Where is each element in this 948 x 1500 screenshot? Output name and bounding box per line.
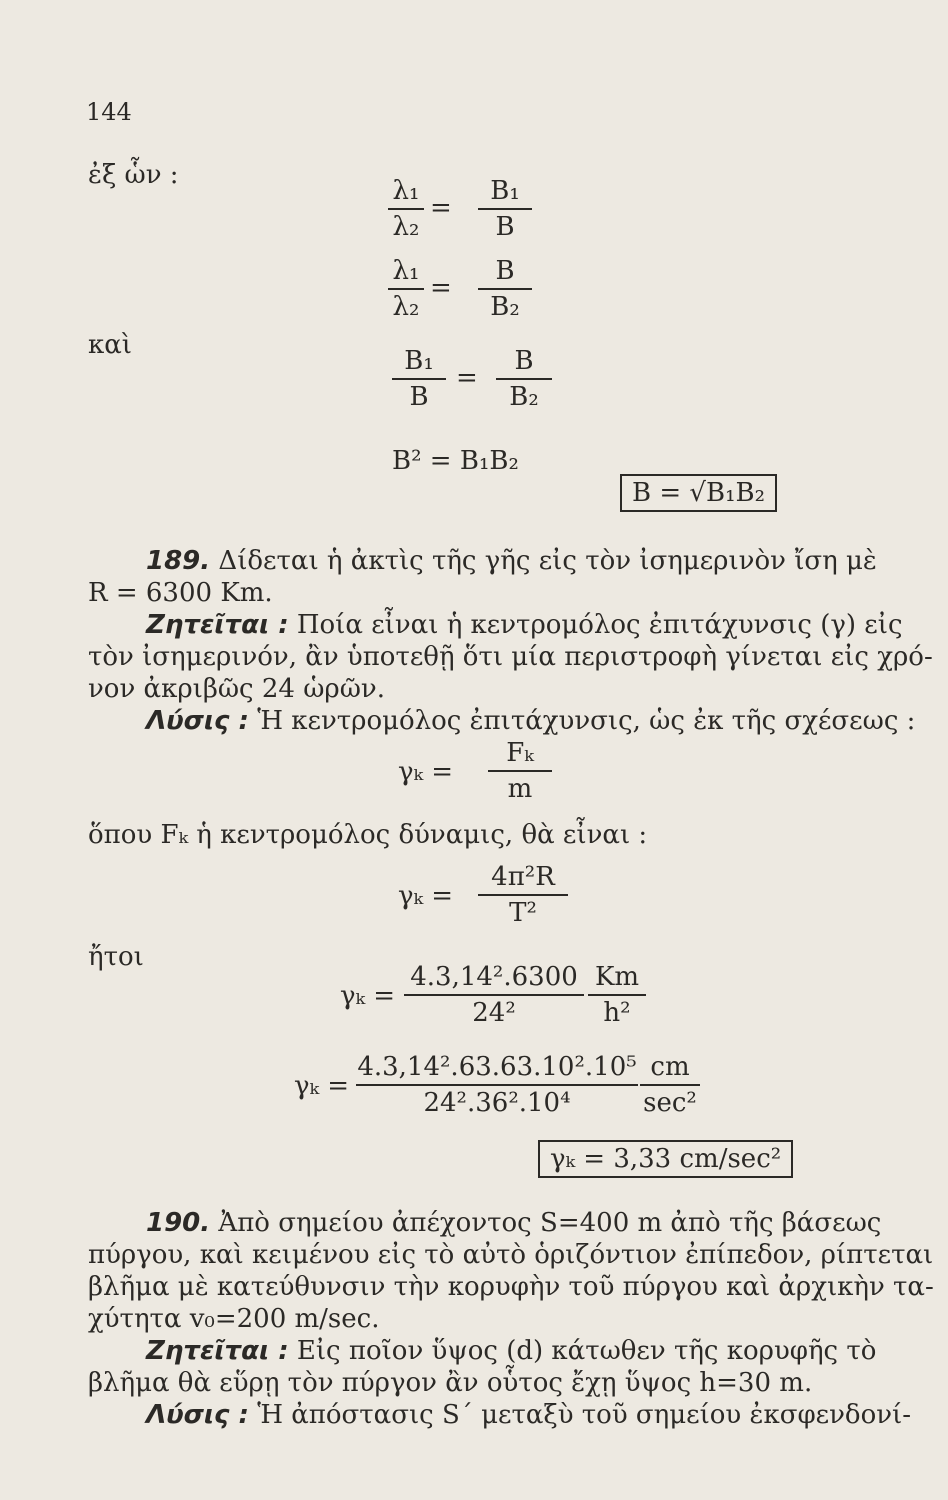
solution-label: Λύσις : (146, 1400, 249, 1430)
problem-189-line2: R = 6300 Km. (88, 578, 273, 608)
equals-sign: = (430, 273, 452, 303)
ie-text: ἤτοι (88, 942, 144, 972)
fraction-lambda-1: λ₁ λ₂ (388, 176, 424, 242)
asked-label: Ζητεῖται : (146, 1336, 289, 1366)
fraction-numeric-km: 4.3,14².6300 24² (404, 962, 584, 1028)
where-text: ὅπου Fₖ ἡ κεντρομόλος δύναμις, θὰ εἶναι : (88, 820, 648, 850)
problem-190-asked-line2: βλῆμα θὰ εὕρῃ τὸν πύργον ἂν οὗτος ἔχῃ ὕψος h=30 m. (88, 1368, 813, 1398)
fraction-force-over-mass: Fₖ m (488, 738, 552, 804)
problem-number: 190. (146, 1208, 211, 1238)
fraction-unit-km-h2: Km h² (588, 962, 646, 1028)
problem-190-line4: χύτητα v₀=200 m/sec. (88, 1304, 380, 1334)
problem-190-line3: βλῆμα μὲ κατεύθυνσιν τὴν κορυφὴν τοῦ πύργου καὶ ἀρχικὴν τα- (88, 1272, 934, 1302)
eq3-lhs: γₖ = (340, 981, 396, 1011)
problem-189-asked-line2: τὸν ἰσημερινόν, ἂν ὑποτεθῇ ὅτι μία περιστροφὴ γίνεται εἰς χρό- (88, 642, 933, 672)
equation-b-squared: B² = B₁B₂ (392, 446, 519, 476)
problem-189-solution: Λύσις : Ἡ κεντρομόλος ἐπιτάχυνσις, ὡς ἐκ τῆς σχέσεως : (146, 706, 916, 736)
lead-and-text: καὶ (88, 330, 133, 360)
problem-190-solution: Λύσις : Ἡ ἀπόστασις S΄ μεταξὺ τοῦ σημείου ἐκσφενδονί- (146, 1400, 912, 1430)
asked-label: Ζητεῖται : (146, 610, 289, 640)
problem-190-line2: πύργου, καὶ κειμένου εἰς τὸ αὐτὸ ὁριζόντιον ἐπίπεδον, ρίπτεται (88, 1240, 934, 1270)
fraction-b-4: B B₂ (496, 346, 552, 412)
eq1-lhs: γₖ = (398, 757, 454, 787)
problem-number: 189. (146, 546, 211, 576)
fraction-b-3: B₁ B (392, 346, 446, 412)
boxed-result-b: B = √B₁B₂ (620, 474, 777, 512)
equals-sign: = (456, 363, 478, 393)
problem-190-line1: 190. Ἀπὸ σημείου ἀπέχοντος S=400 m ἀπὸ τῆς βάσεως (146, 1208, 882, 1238)
fraction-lambda-2: λ₁ λ₂ (388, 256, 424, 322)
fraction-unit-cm-sec2: cm sec² (640, 1052, 700, 1118)
boxed-result-gamma: γₖ = 3,33 cm/sec² (538, 1140, 793, 1178)
fraction-numeric-cm: 4.3,14².63.63.10².10⁵ 24².36².10⁴ (357, 1052, 637, 1118)
fraction-4pi2r-over-t2: 4π²R T² (478, 862, 568, 928)
problem-189-asked-line3: νον ἀκριβῶς 24 ὡρῶν. (88, 674, 385, 704)
eq2-lhs: γₖ = (398, 881, 454, 911)
solution-label: Λύσις : (146, 706, 249, 736)
problem-190-asked: Ζητεῖται : Εἰς ποῖον ὕψος (d) κάτωθεν τῆς κορυφῆς τὸ (146, 1336, 877, 1366)
equals-sign: = (430, 193, 452, 223)
problem-189-asked: Ζητεῖται : Ποία εἶναι ἡ κεντρομόλος ἐπιτάχυνσις (γ) εἰς (146, 610, 903, 640)
eq4-lhs: γₖ = (294, 1071, 350, 1101)
fraction-b-1: B₁ B (478, 176, 532, 242)
problem-189-line1: 189. Δίδεται ἡ ἀκτὶς τῆς γῆς εἰς τὸν ἰσημερινὸν ἴση μὲ (146, 546, 877, 576)
page-number: 144 (86, 98, 132, 126)
fraction-b-2: B B₂ (478, 256, 532, 322)
lead-from-text: ἐξ ὧν : (88, 160, 179, 190)
